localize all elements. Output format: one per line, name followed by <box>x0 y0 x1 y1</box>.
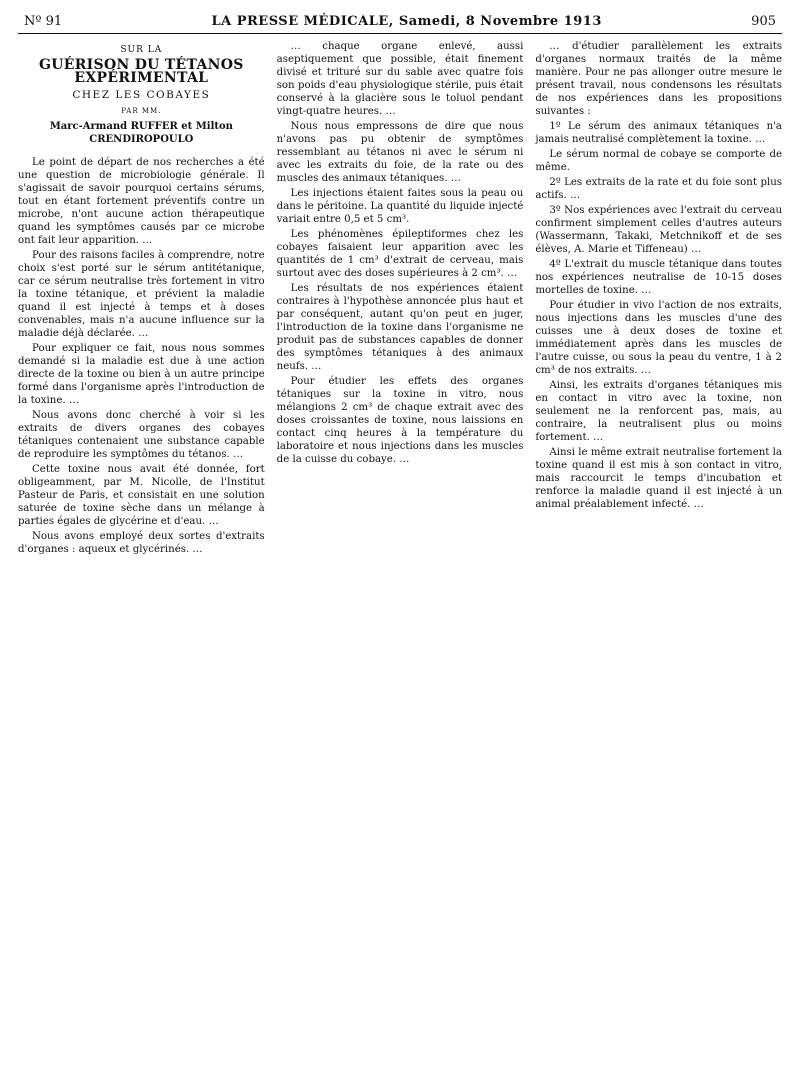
paragraph: Pour des raisons faciles à comprendre, notre choix s'est porté sur le sérum antitétanique, car ce sérum neutralise très fortement in vitro la toxine tétanique, et prévient la maladie quand il est injecté à temps et à doses convenables, mais n'a aucune influence sur la maladie déjà déclarée. … <box>18 250 265 339</box>
article-heading <box>18 44 265 146</box>
paragraph: Les phénomènes épileptiformes chez les cobayes faisaient leur apparition avec les quantités de 1 cm³ d'extrait de cerveau, mais surtout avec des doses supérieures à 2 cm³. … <box>276 229 524 279</box>
paragraph: Le sérum normal de cobaye se comporte de même. <box>535 149 783 173</box>
paragraph: 1º Le sérum des animaux tétaniques n'a jamais neutralisé complètement la toxine. … <box>535 121 783 145</box>
paragraph: … d'étudier parallèlement les extraits d'organes normaux traités de la même manière. Pour ne pas allonger outre mesure le présent travail, nous condensons les résultats de nos expériences dans les propositions suivantes : <box>535 41 783 117</box>
paragraph: Ainsi le même extrait neutralise fortement la toxine quand il est mis à son contact in vitro, mais raccourcit le temps d'incubation et renforce la maladie quand il est injecté à un animal préalablement infecté. … <box>535 447 783 510</box>
paragraph: Ainsi, les extraits d'organes tétaniques mis en contact in vitro avec la toxine, non seulement ne la renforcent pas, mais, au contraire, la neutralisent plus ou moins fortement. … <box>535 380 783 443</box>
paragraph: Les injections étaient faites sous la peau ou dans le péritoine. La quantité du liquide injecté variait entre 0,5 et 5 cm³. <box>276 188 524 225</box>
page-number: 905 <box>751 14 776 29</box>
article-subtitle: CHEZ LES COBAYES <box>72 89 211 101</box>
masthead-rule <box>18 33 782 34</box>
paragraph: Pour étudier les effets des organes tétaniques sur la toxine in vitro, nous mélangions 2 cm³ de chaque extrait avec des doses croissantes de toxine, nous laissions en contact cinq heures à la température du laboratoire et nous injections dans les muscles de la cuisse du cobaye. … <box>276 376 524 465</box>
masthead-title: LA PRESSE MÉDICALE, Samedi, 8 Novembre 1913 <box>211 14 602 29</box>
paragraph: Le point de départ de nos recherches a été une question de microbiologie générale. Il s'agissait de savoir pourquoi certains sérums, tout en étant fortement préventifs contre un microbe, n'ont aucune action thérapeutique quand les symptômes causés par ce microbe ont fait leur apparition. … <box>18 157 265 246</box>
article-authors: Marc-Armand RUFFER et Milton CRENDIROPOULO <box>49 121 233 145</box>
column-1 <box>18 40 265 1080</box>
paragraph: Nous avons employé deux sortes d'extraits d'organes : aqueux et glycérinés. … <box>18 531 265 555</box>
paragraph: 3º Nos expériences avec l'extrait du cerveau confirment simplement celles d'autres auteurs (Wassermann, Takaki, Metchnikoff et de ses élèves, A. Marie et Tiffeneau) … <box>535 205 783 255</box>
masthead <box>18 14 782 33</box>
article-by: PAR MM. <box>121 107 162 115</box>
paragraph: Cette toxine nous avait été donnée, fort obligeamment, par M. Nicolle, de l'Institut Pasteur de Paris, et consistait en une solution saturée de toxine sèche dans un mélange à parties égales de glycérine et d'eau. … <box>18 464 265 527</box>
paragraph: 4º L'extrait du muscle tétanique dans toutes nos expériences neutralise de 10-15 doses mortelles de toxine. … <box>535 259 783 296</box>
paragraph: … chaque organe enlevé, aussi aseptiquement que possible, était finement divisé et trituré sur du sable avec quatre fois son poids d'eau physiologique stérile, puis était conservé à la glacière sous le toluol pendant vingt-quatre heures. … <box>276 41 524 117</box>
column-3 <box>535 40 782 1080</box>
article-kicker: SUR LA <box>120 45 163 55</box>
column-2 <box>277 40 524 1080</box>
issue-number: Nº 91 <box>24 14 63 29</box>
paragraph: Pour expliquer ce fait, nous nous sommes demandé si la maladie est due à une action directe de la toxine ou bien à un autre principe formé dans l'organisme après l'introduction de la toxine. … <box>18 343 265 406</box>
paragraph: Pour étudier in vivo l'action de nos extraits, nous injections dans les muscles d'une des cuisses une à deux doses de toxine et immédiatement après dans les muscles de l'autre cuisse, ou sous la peau du ventre, 1 à 2 cm³ de nos extraits. … <box>535 300 783 376</box>
paragraph: 2º Les extraits de la rate et du foie sont plus actifs. … <box>535 177 783 201</box>
article-title: GUÉRISON DU TÉTANOS EXPÉRIMENTAL <box>39 57 244 86</box>
paragraph: Les résultats de nos expériences étaient contraires à l'hypothèse annoncée plus haut et par conséquent, autant qu'on peut en juger, l'introduction de la toxine dans l'organisme ne produit pas de substances capables de donner des symptômes tétaniques à des animaux neufs. … <box>276 283 524 372</box>
paragraph: Nous avons donc cherché à voir si les extraits de divers organes des cobayes tétaniques contenaient une substance capable de reproduire les symptômes du tétanos. … <box>18 410 265 460</box>
columns <box>18 40 782 1080</box>
paragraph: Nous nous empressons de dire que nous n'avons pas pu obtenir de symptômes ressemblant au tétanos ni avec le sérum ni avec les extraits du foie, de la rate ou des muscles des animaux tétaniques. … <box>276 121 524 184</box>
